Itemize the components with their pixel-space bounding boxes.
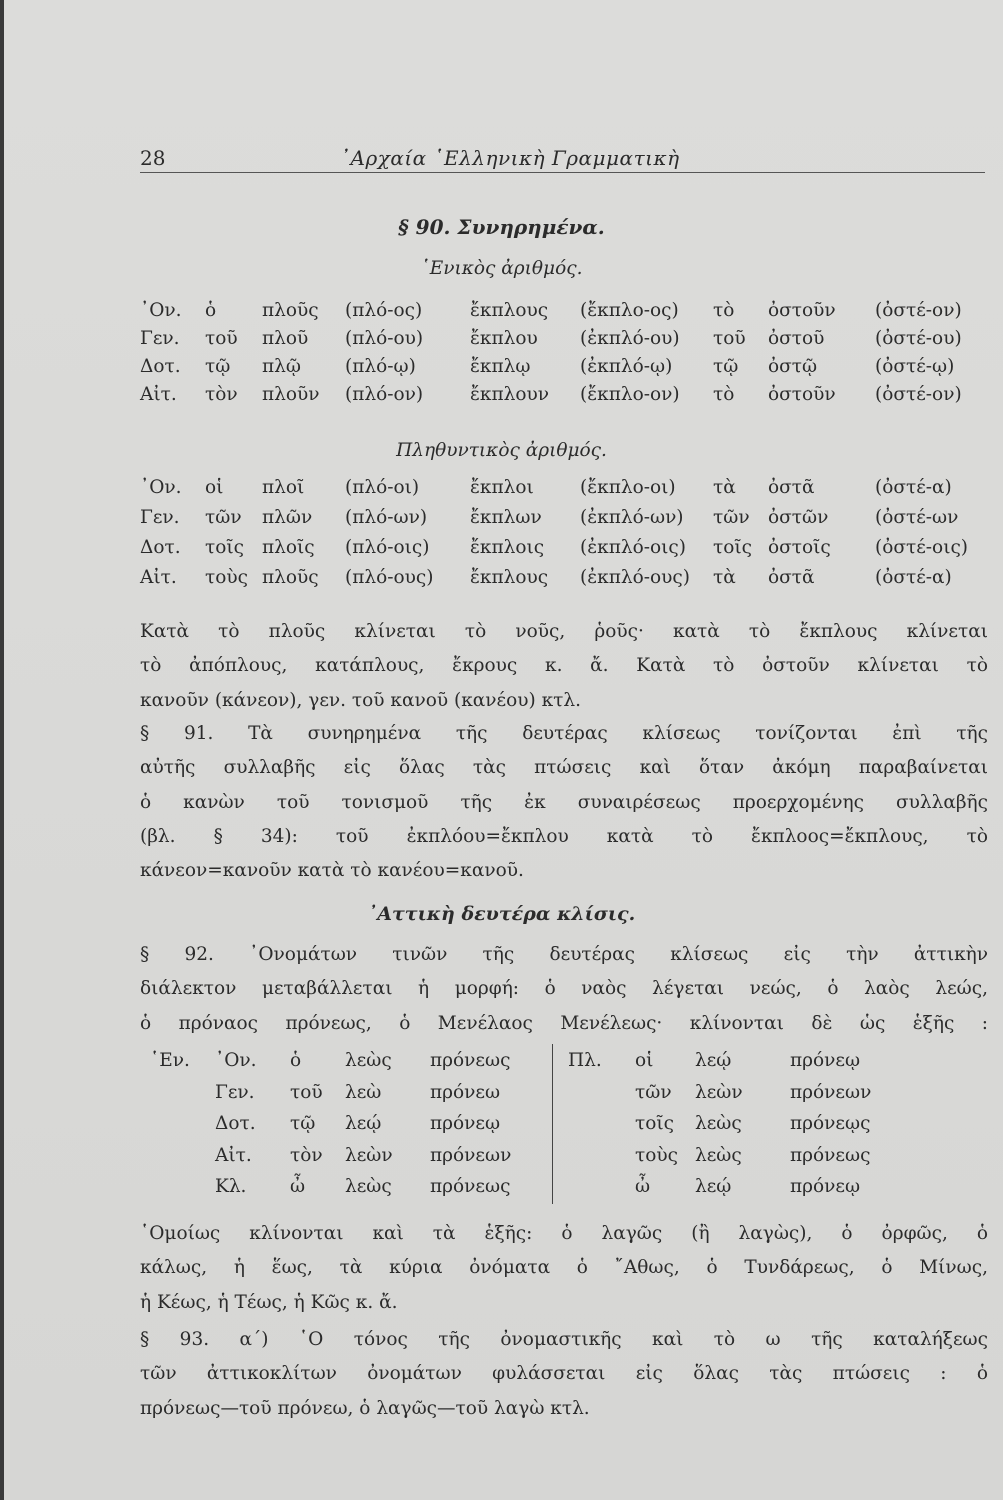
table-cell: λεὼ [345, 1081, 382, 1103]
table-cell: πλοῖ [262, 477, 305, 498]
table-cell: ἔκπλῳ [470, 356, 531, 377]
text-line: § 92. ᾽Ονομάτων τινῶν τῆς δευτέρας κλίσεως εἰς τὴν ἀττικὴν [140, 944, 988, 965]
table-cell: (πλό-ος) [345, 300, 423, 321]
table-cell: τῷ [713, 356, 739, 377]
table-cell: ὦ [290, 1176, 306, 1197]
table-cell: (ὀστέ-α) [875, 477, 952, 498]
table-cell: τοὺς [205, 567, 248, 588]
singular-label: ῾Εν. [150, 1050, 190, 1071]
table-cell: πρόνεων [430, 1144, 512, 1166]
table-cell: ὁ [205, 300, 217, 321]
table-cell: ὦ [635, 1176, 651, 1197]
table-cell: ὀστῷ [768, 356, 818, 377]
table-cell: λεὼς [345, 1176, 392, 1197]
table-cell: ὀστοῦν [768, 384, 836, 405]
text-line: (βλ. § 34): τοῦ ἐκπλόου=ἔκπλου κατὰ τὸ ἔκπλοος=ἔκπλους, τὸ [140, 825, 988, 847]
text-line: ῾Ομοίως κλίνονται καὶ τὰ ἑξῆς: ὁ λαγῶς (ἢ λαγὼς), ὁ ὀρφῶς, ὁ [140, 1223, 988, 1244]
table-cell: (ἐκπλό-ων) [580, 507, 684, 528]
table-cell: Γεν. [140, 507, 180, 528]
table-cell: πλοῦς [262, 567, 319, 588]
table-cell: πρόνεων [790, 1081, 872, 1103]
table-cell: ἔκπλων [470, 507, 542, 528]
section-93 [140, 1323, 988, 1426]
table-cell: ἔκπλους [470, 567, 549, 588]
table-cell: Δοτ. [140, 537, 181, 558]
table-cell: τῷ [290, 1113, 316, 1134]
table-cell: πρόνεῳ [790, 1176, 861, 1197]
attic-title: ᾽Αττικὴ δευτέρα κλίσις. [367, 903, 636, 925]
table-cell: (πλό-ου) [345, 328, 424, 349]
table-cell: λεῴ [695, 1176, 732, 1197]
table-cell: τὰ [713, 477, 736, 498]
table-cell: τὸν [205, 384, 238, 405]
table-cell: τῷ [205, 356, 231, 377]
table-cell: πλῷ [262, 356, 301, 377]
table-cell: οἱ [635, 1050, 654, 1071]
table-cell: τῶν [205, 507, 242, 528]
text-line: κάνεον=κανοῦν κατὰ τὸ κανέου=κανοῦ. [140, 860, 524, 882]
table-cell: λεὼν [695, 1081, 743, 1103]
table-cell: ὀστοῦν [768, 300, 836, 321]
table-cell: πλοῦς [262, 300, 319, 321]
text-line: ὁ πρόναος πρόνεως, ὁ Μενέλαος Μενέλεως· κλίνονται δὲ ὡς ἑξῆς : [140, 1012, 988, 1034]
table-cell: Αἰτ. [140, 567, 177, 588]
table-cell: πρόνεως [790, 1144, 871, 1166]
table-cell: (ὀστέ-ῳ) [875, 356, 955, 377]
plural-label: Πλ. [568, 1050, 602, 1071]
table-cell: ἔκπλου [470, 328, 538, 349]
table-cell: Αἰτ. [215, 1144, 252, 1166]
text-line: κάλως, ἡ ἕως, τὰ κύρια ὀνόματα ὁ ῎Αθως, ὁ Τυνδάρεως, ὁ Μίνως, [140, 1257, 988, 1279]
singular-heading: ῾Ενικὸς ἀριθμός. [420, 258, 583, 279]
table-cell: λεῴ [345, 1113, 382, 1134]
table-cell: τῶν [635, 1081, 672, 1103]
table-cell: (ἐκπλό-ου) [580, 328, 680, 349]
table-cell: τὸ [713, 300, 735, 321]
table-cell: πλῶν [262, 507, 313, 528]
table-cell: τοῦ [205, 328, 238, 349]
table-cell: πλοῦ [262, 328, 309, 349]
text-line: κανοῦν (κάνεον), γεν. τοῦ κανοῦ (κανέου) κτλ. [140, 689, 581, 711]
table-cell: Γεν. [215, 1081, 255, 1103]
table-cell: (ἔκπλο-ον) [580, 384, 680, 405]
table-cell: (πλό-ον) [345, 384, 424, 405]
plural-heading: Πληθυντικὸς ἀριθμός. [396, 440, 607, 461]
text-line: τῶν ἀττικοκλίτων ὀνομάτων φυλάσσεται εἰς ὅλας τὰς πτώσεις : ὁ [140, 1363, 988, 1385]
table-cell: Κλ. [215, 1176, 247, 1197]
table-cell: ὁ [290, 1050, 302, 1071]
table-cell: (ἔκπλο-οι) [580, 477, 676, 498]
table-cell: οἱ [205, 477, 224, 498]
section-92 [140, 938, 988, 1041]
table-cell: πρόνεως [430, 1176, 511, 1197]
table-cell: λεὼς [345, 1050, 392, 1071]
table-cell: (πλό-οις) [345, 537, 430, 558]
table-cell: Δοτ. [215, 1113, 256, 1134]
table-cell: Αἰτ. [140, 384, 177, 405]
table-cell: λεὼς [695, 1144, 742, 1166]
table-cell: τοῖς [205, 537, 244, 558]
text-line: διάλεκτον μεταβάλλεται ἡ μορφή: ὁ ναὸς λέγεται νεώς, ὁ λαὸς λεώς, [140, 978, 988, 1000]
table-cell: ὀστοῦ [768, 328, 825, 349]
table-cell: (ἐκπλό-ῳ) [580, 356, 673, 377]
table-cell: Γεν. [140, 328, 180, 349]
text-line: πρόνεως—τοῦ πρόνεω, ὁ λαγῶς—τοῦ λαγὼ κτλ. [140, 1397, 590, 1419]
note-90 [140, 615, 988, 718]
table-cell: (ὀστέ-ον) [875, 300, 962, 321]
table-cell: ὀστοῖς [768, 537, 831, 558]
table-cell: πρόνεῳς [790, 1113, 871, 1134]
table-cell: ᾽Ον. [215, 1050, 257, 1071]
table-cell: ἔκπλουν [470, 384, 550, 405]
table-cell: τὰ [713, 567, 736, 588]
table-cell: (πλό-ῳ) [345, 356, 416, 377]
section-90-title: § 90. Συνηρημένα. [398, 215, 605, 239]
table-cell: (ὀστέ-ων [875, 507, 959, 528]
table-cell: πλοῦν [262, 384, 320, 405]
table-cell: (ἔκπλο-ος) [580, 300, 679, 321]
table-cell: πρόνεω [430, 1081, 501, 1103]
table-cell: τοῦ [290, 1081, 323, 1103]
table-cell: πλοῖς [262, 537, 315, 558]
table-cell: λεὼς [695, 1113, 742, 1134]
table-cell: λεὼν [345, 1144, 393, 1166]
table-cell: πρόνεως [430, 1050, 511, 1071]
table-cell: τὸ [713, 384, 735, 405]
text-line: Κατὰ τὸ πλοῦς κλίνεται τὸ νοῦς, ῥοῦς· κατὰ τὸ ἔκπλους κλίνεται [140, 621, 988, 642]
table-cell: (ὀστέ-α) [875, 567, 952, 588]
text-line: ἡ Κέως, ἡ Τέως, ἡ Κῶς κ. ἄ. [140, 1291, 398, 1313]
table-cell: ὀστᾶ [768, 567, 815, 588]
table-cell: ἔκπλους [470, 300, 549, 321]
table-divider [552, 1044, 553, 1204]
table-cell: τοῦ [713, 328, 746, 349]
table-cell: ὀστᾶ [768, 477, 815, 498]
table-cell: (ἐκπλό-ους) [580, 567, 690, 588]
table-cell: (ὀστέ-ου) [875, 328, 962, 349]
table-cell: τοῖς [713, 537, 752, 558]
table-cell: πρόνεῳ [790, 1050, 861, 1071]
table-cell: λεῴ [695, 1050, 732, 1071]
table-cell: ᾽Ον. [140, 300, 182, 321]
similar-words [140, 1217, 988, 1320]
table-cell: (ὀστέ-ον) [875, 384, 962, 405]
table-cell: τῶν [713, 507, 750, 528]
table-cell: ἔκπλοις [470, 537, 545, 558]
table-cell: (πλό-ων) [345, 507, 428, 528]
table-cell: ὀστῶν [768, 507, 829, 528]
text-line: αὐτῆς συλλαβῆς εἰς ὅλας τὰς πτώσεις καὶ ὅταν ἀκόμη παραβαίνεται [140, 757, 988, 779]
table-cell: ᾽Ον. [140, 477, 182, 498]
table-cell: τοῖς [635, 1113, 674, 1134]
table-cell: τοὺς [635, 1144, 678, 1166]
table-cell: τὸν [290, 1144, 323, 1166]
text-line: ὁ κανὼν τοῦ τονισμοῦ τῆς ἐκ συναιρέσεως προερχομένης συλλαβῆς [140, 791, 988, 813]
page-number: 28 [140, 146, 166, 170]
text-line: § 93. α΄) ῾Ο τόνος τῆς ὀνομαστικῆς καὶ τὸ ω τῆς καταλήξεως [140, 1329, 988, 1350]
table-cell: ἔκπλοι [470, 477, 534, 498]
section-91 [140, 717, 988, 888]
table-cell: (πλό-οι) [345, 477, 420, 498]
table-cell: πρόνεῳ [430, 1113, 501, 1134]
header-rule [140, 172, 985, 173]
running-title: ᾽Αρχαία ῾Ελληνικὴ Γραμματικὴ [340, 146, 680, 170]
table-cell: (ὀστέ-οις) [875, 537, 969, 558]
table-cell: (ἐκπλό-οις) [580, 537, 686, 558]
text-line: τὸ ἀπόπλους, κατάπλους, ἔκρους κ. ἄ. Κατὰ τὸ ὀστοῦν κλίνεται τὸ [140, 655, 988, 677]
text-line: § 91. Τὰ συνηρημένα τῆς δευτέρας κλίσεως τονίζονται ἐπὶ τῆς [140, 723, 988, 744]
table-cell: (πλό-ους) [345, 567, 434, 588]
table-cell: Δοτ. [140, 356, 181, 377]
